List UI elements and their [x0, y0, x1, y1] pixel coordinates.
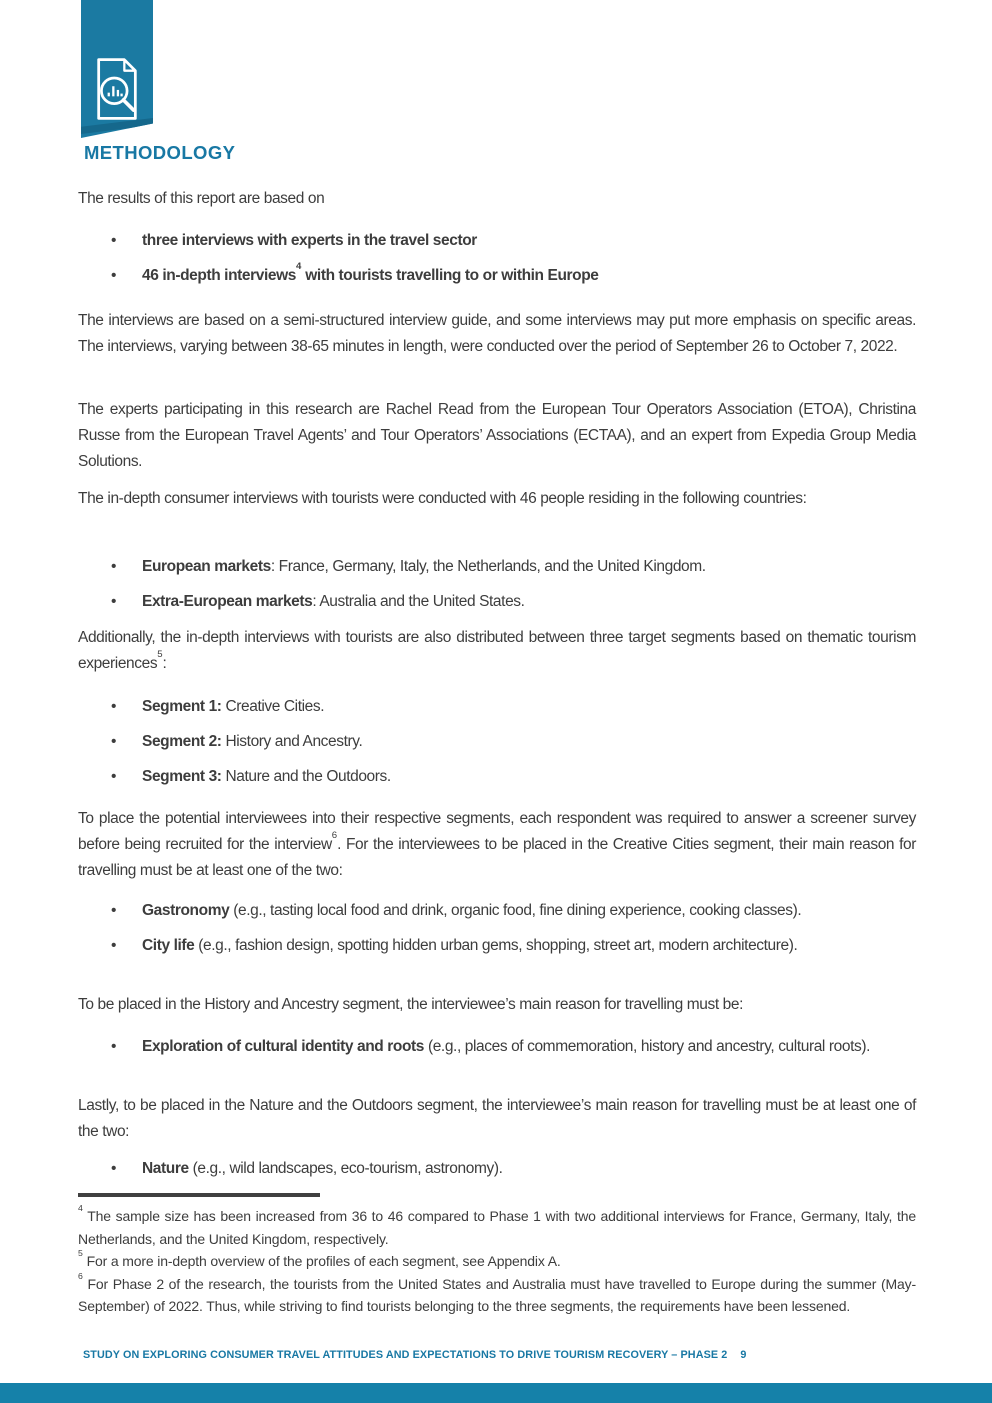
paragraph	[78, 806, 916, 884]
footnote-ref: 6	[78, 1270, 83, 1281]
text-segment: Gastronomy	[142, 902, 230, 919]
text-segment: To be placed in the History and Ancestry segment, the interviewee’s main reason for travelling must be:	[78, 996, 743, 1013]
footnote-separator	[78, 1193, 320, 1197]
text-segment: : Australia and the United States.	[312, 593, 525, 610]
paragraph	[78, 308, 916, 360]
text-segment: The experts participating in this research are Rachel Read from the European Tour Operators Association (ETOA), Christina Russe from the European Travel Agents’ and Tour Operators’ Associations (ECTAA), and an expert from Expedia Group Media Solutions.	[78, 401, 916, 470]
bullet-item	[78, 1034, 916, 1060]
bullet-item	[78, 228, 916, 254]
footnote-ref: 4	[78, 1203, 83, 1214]
text-segment: : France, Germany, Italy, the Netherlands, and the United Kingdom.	[270, 558, 706, 575]
text-segment: (e.g., tasting local food and drink, organic food, fine dining experience, cooking classes).	[229, 902, 802, 919]
bullet-list	[78, 228, 916, 298]
footnote	[78, 1205, 916, 1250]
text-segment: Segment 3:	[142, 768, 222, 785]
text-segment: Additionally, the in-depth interviews with tourists are also distributed between three target segments based on thematic tourism experiences	[78, 629, 916, 672]
bullet-item	[78, 898, 916, 924]
footnotes	[78, 1205, 916, 1318]
text-segment: Creative Cities.	[221, 698, 325, 715]
text-segment: City life	[142, 937, 195, 954]
text-segment: To place the potential interviewees into their respective segments, each respondent was required to answer a screener survey before being recruited for the interview	[78, 810, 916, 853]
text-segment: 46 in-depth interviews	[142, 267, 296, 284]
text-segment: The results of this report are based on	[78, 190, 325, 207]
text-segment: Segment 1:	[142, 698, 222, 715]
footer-bar	[0, 1383, 992, 1403]
section-title: METHODOLOGY	[84, 142, 236, 163]
text-segment: For a more in-depth overview of the profiles of each segment, see Appendix A.	[82, 1253, 561, 1269]
bullet-item	[78, 589, 916, 615]
text-segment: The sample size has been increased from 36 to 46 compared to Phase 1 with two additional interviews for France, Germany, Italy, the Netherlands, and the United Kingdom, respectively.	[78, 1208, 916, 1247]
text-segment: three interviews with experts in the travel sector	[142, 232, 477, 249]
bullet-item	[78, 933, 916, 959]
text-segment: The interviews are based on a semi-structured interview guide, and some interviews may put more emphasis on specific areas. The interviews, varying between 38-65 minutes in length, were conducted over the period of September 26 to October 7, 2022.	[78, 312, 916, 355]
bullet-item	[78, 1156, 916, 1182]
bullet-list	[78, 694, 916, 799]
paragraph	[78, 992, 916, 1018]
page-number: 9	[740, 1349, 747, 1361]
text-segment: European markets	[142, 558, 271, 575]
bullet-item	[78, 263, 916, 289]
text-segment: Segment 2:	[142, 733, 222, 750]
text-segment: Nature	[142, 1160, 189, 1177]
bullet-item	[78, 764, 916, 790]
text-segment: Lastly, to be placed in the Nature and the Outdoors segment, the interviewee’s main reason for travelling must be at least one of the two:	[78, 1097, 916, 1140]
paragraph	[78, 625, 916, 677]
text-segment: The in-depth consumer interviews with tourists were conducted with 46 people residing in the following countries:	[78, 490, 807, 507]
paragraph	[78, 486, 916, 512]
paragraph	[78, 397, 916, 475]
footnote-ref: 6	[331, 830, 338, 842]
bullet-list	[78, 554, 916, 624]
footnote-ref: 5	[78, 1248, 83, 1259]
text-segment: . For the interviewees to be placed in the Creative Cities segment, their main reason for travelling must be at least one of the two:	[78, 836, 916, 879]
text-segment: with tourists travelling to or within Europe	[301, 267, 599, 284]
paragraph	[78, 1093, 916, 1145]
bullet-list	[78, 898, 916, 968]
text-segment: :	[162, 655, 167, 672]
paragraph	[78, 186, 916, 212]
text-segment: History and Ancestry.	[221, 733, 363, 750]
text-segment: Exploration of cultural identity and roots	[142, 1038, 425, 1055]
bullet-list	[78, 1034, 916, 1069]
footnote-ref: 5	[157, 649, 163, 661]
footnote	[78, 1270, 916, 1318]
text-segment: (e.g., fashion design, spotting hidden urban gems, shopping, street art, modern architecture).	[194, 937, 798, 954]
text-segment: Nature and the Outdoors.	[221, 768, 391, 785]
text-segment: (e.g., wild landscapes, eco-tourism, astronomy).	[188, 1160, 503, 1177]
text-segment: For Phase 2 of the research, the tourists from the United States and Australia must have travelled to Europe during the summer (May-September) of 2022. Thus, while striving to find tourists belonging to the three segments, the requirements have been lessened.	[78, 1275, 916, 1314]
footnote	[78, 1250, 916, 1273]
bullet-item	[78, 554, 916, 580]
text-segment: Extra-European markets	[142, 593, 313, 610]
footnote-ref: 4	[296, 261, 302, 273]
bullet-list	[78, 1156, 916, 1191]
bullet-item	[78, 729, 916, 755]
page-footer	[83, 1349, 747, 1361]
text-segment: (e.g., places of commemoration, history and ancestry, cultural roots).	[424, 1038, 871, 1055]
bullet-item	[78, 694, 916, 720]
page-footer-title: STUDY ON EXPLORING CONSUMER TRAVEL ATTITUDES AND EXPECTATIONS TO DRIVE TOURISM RECOVERY – PHASE 2	[83, 1349, 728, 1361]
